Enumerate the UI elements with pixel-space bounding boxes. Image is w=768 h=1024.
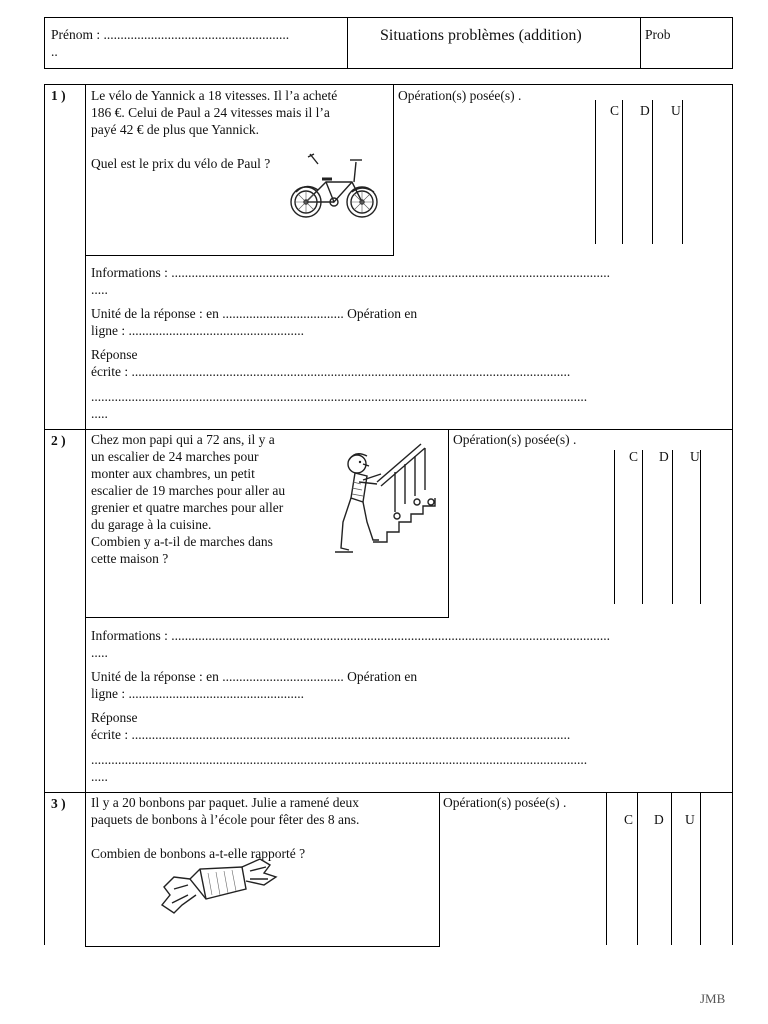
cdu-label-u: U xyxy=(685,812,695,827)
cdu-line xyxy=(671,792,672,945)
candy-illustration xyxy=(160,855,280,920)
cdu-label-c: C xyxy=(610,103,620,118)
answer-line-cont: ..... xyxy=(91,769,108,784)
cdu-line xyxy=(642,450,643,604)
problem-text-line: du garage à la cuisine. xyxy=(91,517,212,532)
reponse-label: Réponse xyxy=(91,347,138,362)
reponse-field[interactable]: écrite : .................................................................................................................................. xyxy=(91,364,571,379)
cdu-label-d: D xyxy=(640,103,650,118)
answer-line[interactable]: ................................................................................................................................................... xyxy=(91,389,588,404)
cdu-line xyxy=(606,792,607,945)
cdu-line xyxy=(652,100,653,244)
problem-number: 2 ) xyxy=(51,433,66,448)
cdu-label-d: D xyxy=(654,812,664,827)
problem-text-line: Le vélo de Yannick a 18 vitesses. Il l’a acheté xyxy=(91,88,338,103)
problem-text-line: monter aux chambres, un petit xyxy=(91,466,255,481)
cdu-line xyxy=(614,450,615,604)
prenom-field-cont: .. xyxy=(51,44,58,59)
problem-text-line: cette maison ? xyxy=(91,551,169,566)
page-title: Situations problèmes (addition) xyxy=(380,27,582,44)
cdu-line xyxy=(622,100,623,244)
reponse-field[interactable]: écrite : .................................................................................................................................. xyxy=(91,727,571,742)
boy-climbing-stairs-illustration xyxy=(333,442,445,562)
operation-label: Opération(s) posée(s) . xyxy=(398,88,522,103)
cdu-label-u: U xyxy=(690,449,700,464)
problem-number: 1 ) xyxy=(51,88,66,103)
ligne-field[interactable]: ligne : .................................................... xyxy=(91,323,304,338)
problem-text-line: payé 42 € de plus que Yannick. xyxy=(91,122,259,137)
prenom-field[interactable]: Prénom : ....................................................... xyxy=(51,27,290,42)
cdu-line xyxy=(637,792,638,945)
problem-text-line: paquets de bonbons à l’école pour fêter des 8 ans. xyxy=(91,812,360,827)
cdu-line xyxy=(700,792,701,945)
cdu-line xyxy=(700,450,701,604)
ligne-field[interactable]: ligne : .................................................... xyxy=(91,686,304,701)
informations-field[interactable]: Informations : .................................................................................................................................. xyxy=(91,265,610,280)
operation-label: Opération(s) posée(s) . xyxy=(443,795,567,810)
problem-text-line: grenier et quatre marches pour aller xyxy=(91,500,284,515)
problem-text-line: escalier de 19 marches pour aller au xyxy=(91,483,286,498)
informations-field-cont: ..... xyxy=(91,645,108,660)
cdu-line xyxy=(672,450,673,604)
informations-field[interactable]: Informations : .................................................................................................................................. xyxy=(91,628,610,643)
operation-label: Opération(s) posée(s) . xyxy=(453,432,577,447)
answer-line-cont: ..... xyxy=(91,406,108,421)
prob-label: Prob xyxy=(645,27,671,42)
cdu-label-c: C xyxy=(624,812,634,827)
cdu-label-c: C xyxy=(629,449,639,464)
answer-line[interactable]: ................................................................................................................................................... xyxy=(91,752,588,767)
author-initials: JMB xyxy=(700,991,726,1006)
problem-number: 3 ) xyxy=(51,796,66,811)
bicycle-illustration xyxy=(286,152,386,222)
problem-text-line: Combien y a-t-il de marches dans xyxy=(91,534,273,549)
problem-question: Combien de bonbons a-t-elle rapporté ? xyxy=(91,846,306,861)
reponse-label: Réponse xyxy=(91,710,138,725)
problem-question: Quel est le prix du vélo de Paul ? xyxy=(91,156,271,171)
informations-field-cont: ..... xyxy=(91,282,108,297)
cdu-label-u: U xyxy=(671,103,681,118)
header-divider-1 xyxy=(347,17,348,69)
problem-text-line: Chez mon papi qui a 72 ans, il y a xyxy=(91,432,275,447)
cdu-line xyxy=(682,100,683,244)
header-divider-2 xyxy=(640,17,641,69)
cdu-line xyxy=(595,100,596,244)
problem-text-line: Il y a 20 bonbons par paquet. Julie a ramené deux xyxy=(91,795,360,810)
unite-field[interactable]: Unité de la réponse : en .................................... Opération en xyxy=(91,306,418,321)
problem-text-line: un escalier de 24 marches pour xyxy=(91,449,259,464)
unite-field[interactable]: Unité de la réponse : en .................................... Opération en xyxy=(91,669,418,684)
cdu-label-d: D xyxy=(659,449,669,464)
problem-text-line: 186 €. Celui de Paul a 24 vitesses mais il l’a xyxy=(91,105,330,120)
